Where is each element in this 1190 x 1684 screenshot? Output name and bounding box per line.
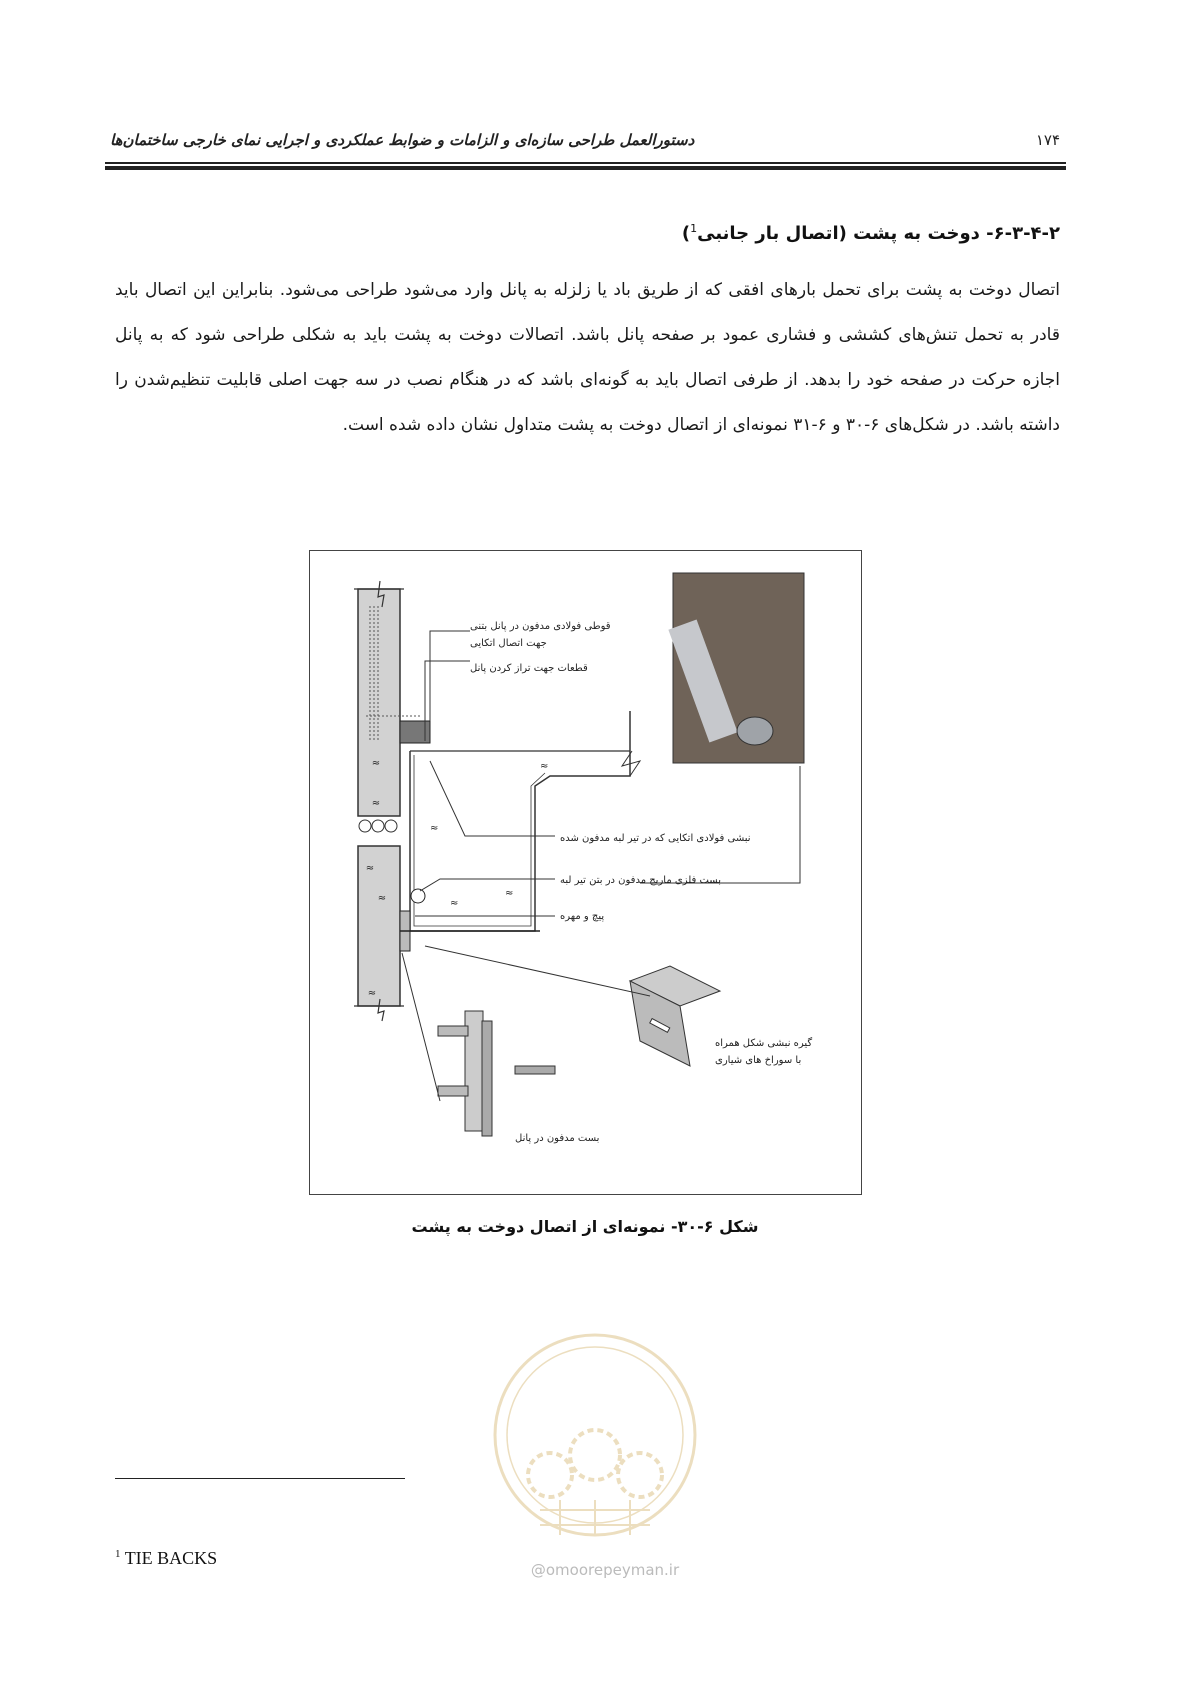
footnote xyxy=(115,1548,217,1569)
svg-text:≈: ≈ xyxy=(430,823,439,834)
svg-text:≈: ≈ xyxy=(371,798,381,809)
running-header-title: دستورالعمل طراحی سازه‌ای و الزامات و ضوابط عملکردی و اجرایی نمای خارجی ساختمان‌ها xyxy=(110,131,695,149)
label-bolt-nut: پیچ و مهره xyxy=(560,911,605,922)
body-paragraph: اتصال دوخت به پشت برای تحمل بارهای افقی که از طریق باد یا زلزله به پانل وارد می‌شود طراحی می‌شود. بنابراین این اتصال باید قادر به تحمل تنش‌های کششی و فشاری عمود بر صفحه پانل باشد. اتصالات دوخت به پشت باید به شکلی طراحی شود که به پانل اجازه حرکت در صفحه خود را بدهد. از طرفی اتصال باید به گونه‌ای باشد که در هنگام نصب در سه جهت اصلی قابلیت تنظیم‌شدن را داشته باشد. در شکل‌های ۶-۳۰ و ۶-۳۱ نمونه‌ای از اتصال دوخت به پشت متداول نشان داده شده است. xyxy=(115,280,1060,435)
panel-insert-sketch xyxy=(438,1011,555,1136)
label-clip-angle: گیره نبشی شکل همراه xyxy=(715,1038,813,1049)
clip-angle-sketch xyxy=(630,966,720,1066)
label-embedded-box-2: جهت اتصال اتکایی xyxy=(470,638,547,649)
svg-text:≈: ≈ xyxy=(505,888,514,899)
header-rule-thin xyxy=(105,162,1066,164)
figure-caption: شکل ۶-۳۰- نمونه‌ای از اتصال دوخت به پشت xyxy=(411,1217,759,1236)
svg-text:≈: ≈ xyxy=(371,758,381,769)
svg-text:≈: ≈ xyxy=(540,761,549,772)
insert-photo xyxy=(668,573,804,763)
footnote-reference: 1 xyxy=(690,222,698,235)
section-heading-close: ) xyxy=(681,223,691,244)
figure-tie-back-connection xyxy=(309,550,862,1195)
svg-text:≈: ≈ xyxy=(450,898,459,909)
bolt-and-clip xyxy=(400,889,540,951)
label-spiral-insert: بست فلزی ماریچ مدفون در بتن تیر لبه xyxy=(560,875,722,886)
label-embedded-box: قوطی فولادی مدفون در پانل بتنی xyxy=(470,621,611,632)
svg-text:≈: ≈ xyxy=(365,863,375,874)
watermark-logo xyxy=(480,1325,710,1585)
svg-text:≈: ≈ xyxy=(377,893,387,904)
section-heading-text: ۶-۳-۴-۲- دوخت به پشت (اتصال بار جانبی xyxy=(697,223,1060,244)
footnote-separator xyxy=(115,1478,405,1479)
edge-beam xyxy=(410,711,640,931)
page-number: ۱۷۴ xyxy=(1035,131,1060,149)
footnote-text: TIE BACKS xyxy=(124,1548,218,1568)
header-rule-thick xyxy=(105,166,1066,170)
figure-drawing xyxy=(310,551,863,1196)
svg-text:≈: ≈ xyxy=(367,988,377,999)
watermark-url: @omoorepeyman.ir xyxy=(530,1561,680,1579)
label-clip-angle-2: با سوراخ های شیاری xyxy=(715,1055,802,1066)
label-bearing-angle: نبشی فولادی اتکایی که در تیر لبه مدفون شده xyxy=(560,833,751,844)
label-shims: قطعات جهت تراز کردن پانل xyxy=(470,663,588,674)
section-heading xyxy=(682,222,1060,244)
label-panel-insert: بست مدفون در پانل xyxy=(515,1133,600,1144)
footnote-number: 1 xyxy=(115,1548,121,1560)
